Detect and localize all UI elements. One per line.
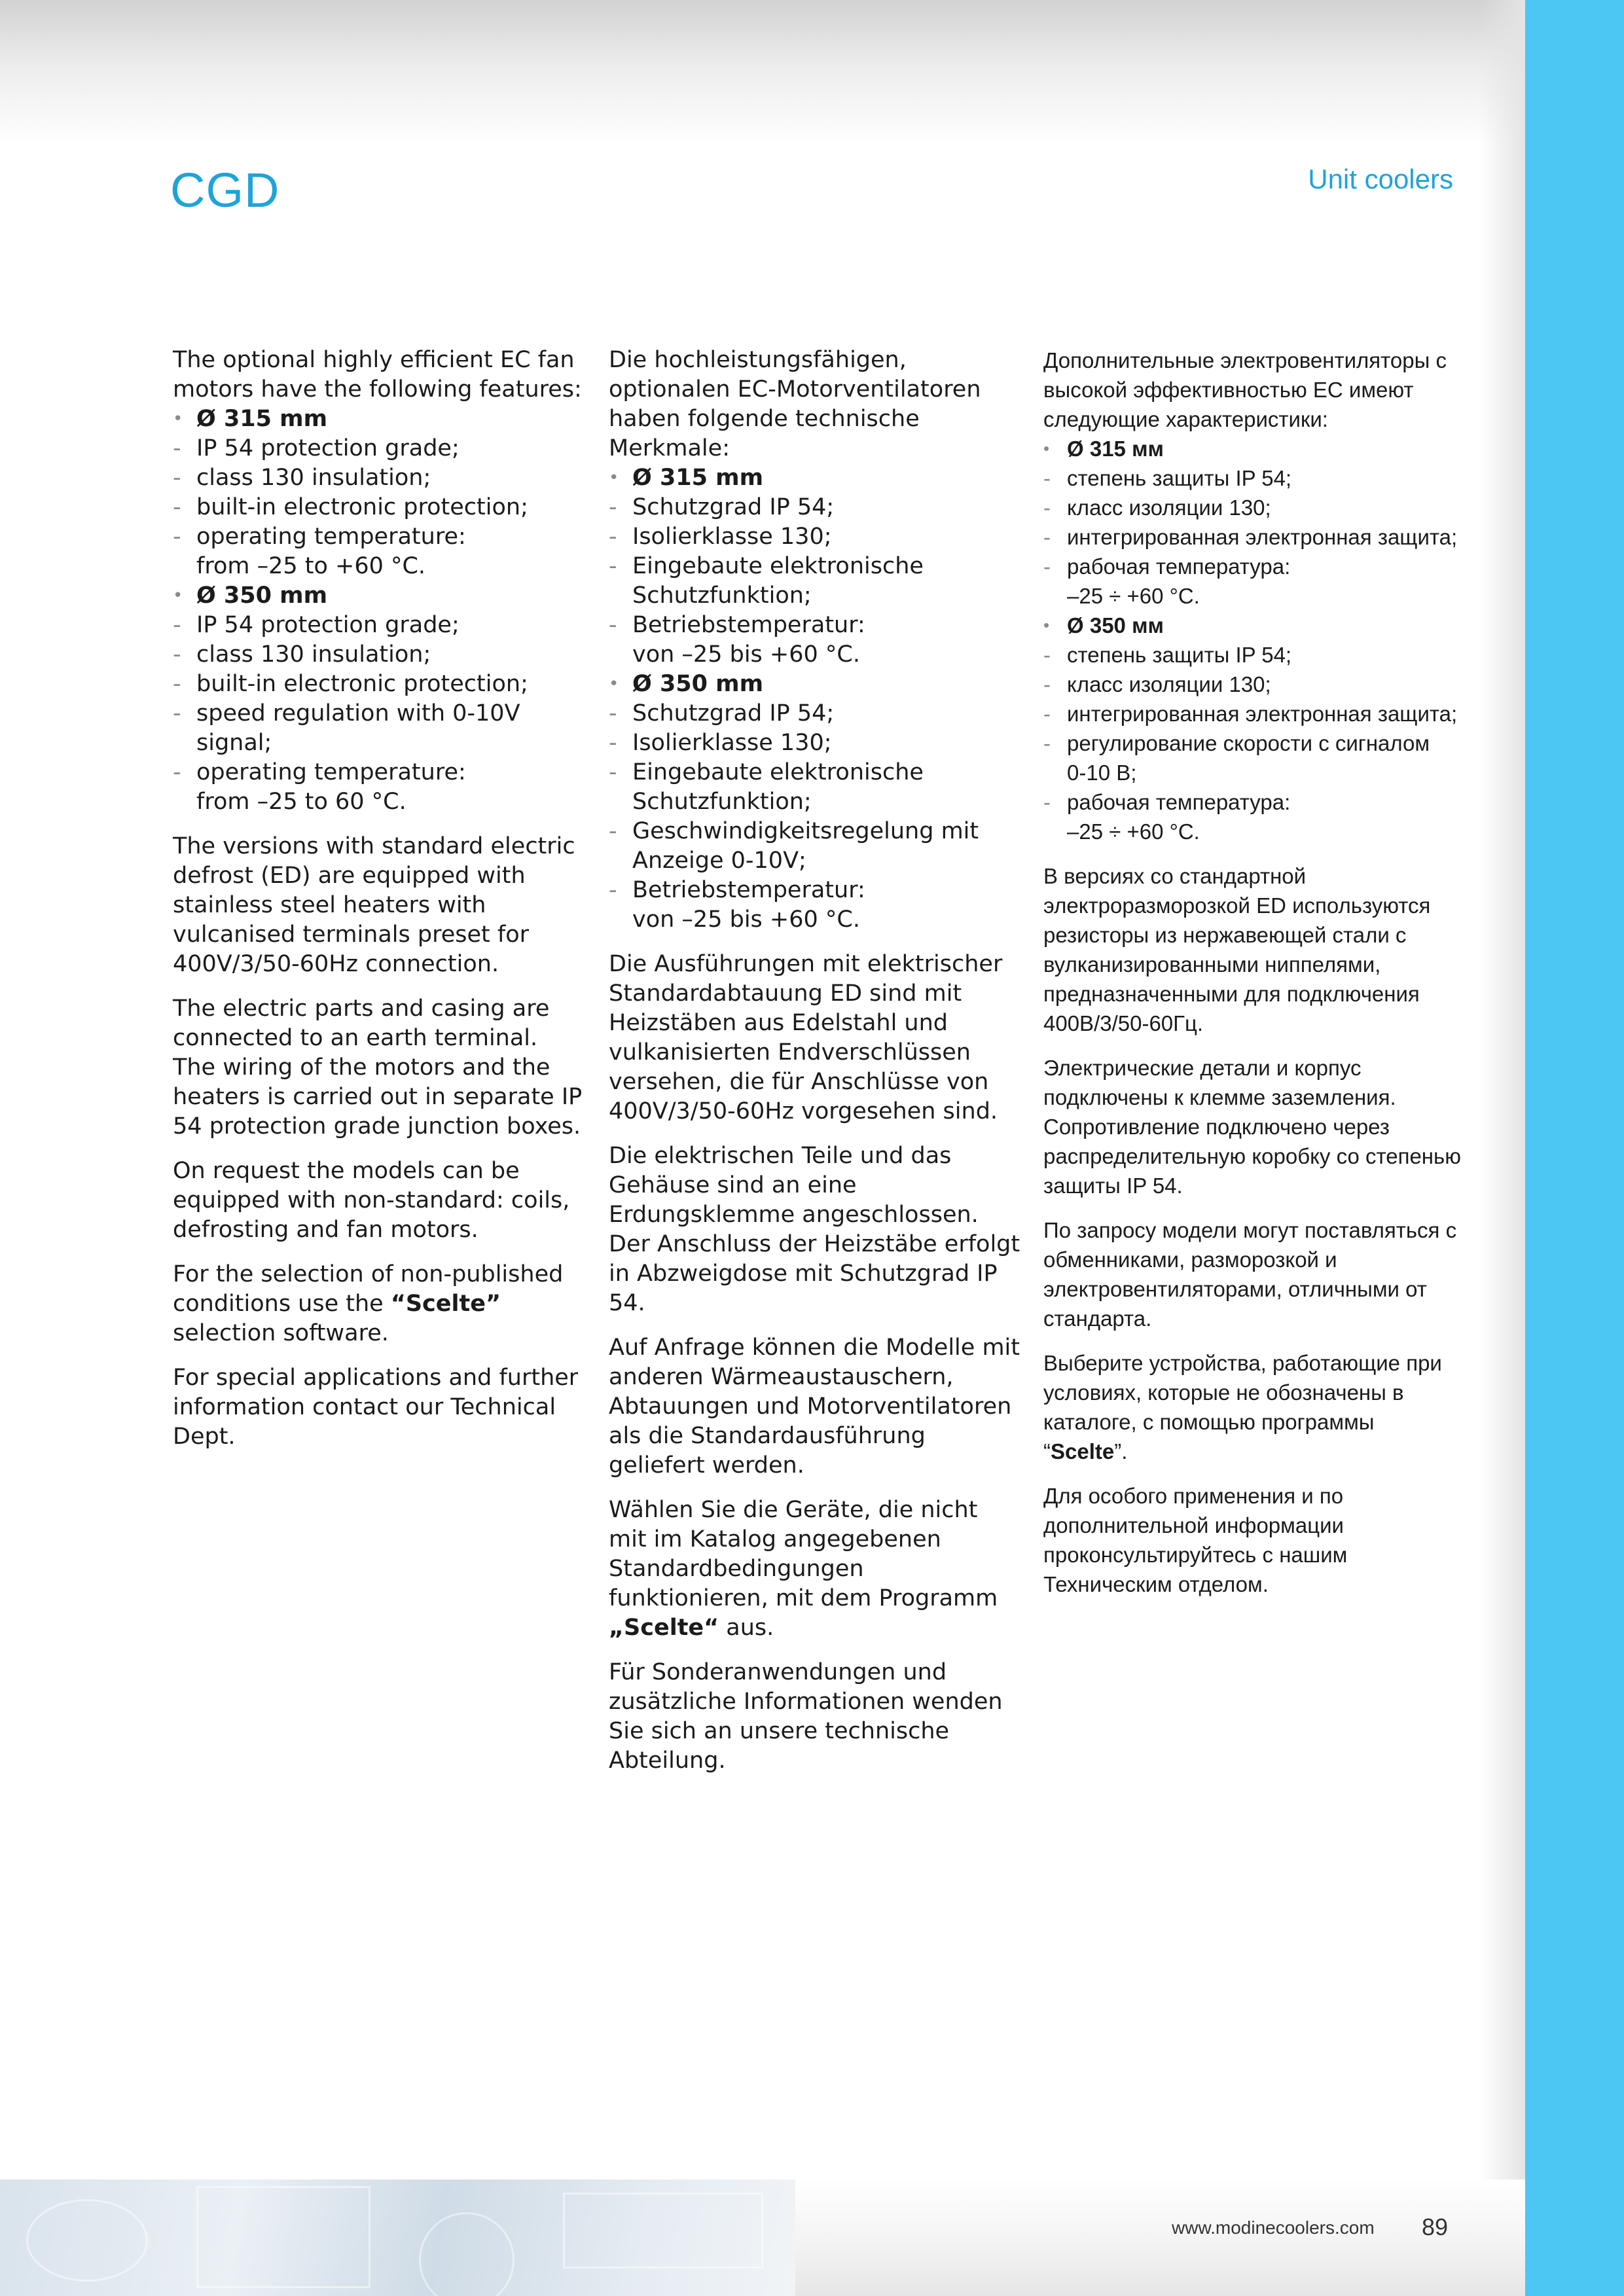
list-item: - Betriebstemperatur: — [609, 877, 865, 903]
page-title: CGD — [170, 163, 280, 217]
list-item: - Schutzgrad IP 54; — [609, 494, 835, 520]
list-item: - Schutzgrad IP 54; — [609, 700, 835, 726]
list-item: - built-in electronic protection; — [173, 494, 528, 520]
intro-text: Дополнительные электровентиляторы с высокой эффективностью ЕС имеют следующие характеристики: — [1043, 348, 1447, 431]
list-item-continuation: from –25 to +60 °C. — [196, 553, 426, 579]
paragraph: The versions with standard electric defrost (ED) are equipped with stainless steel heaters with vulcanised terminals preset for 400V/3/50-60Hz connection. — [173, 833, 575, 977]
paragraph: On request the models can be equipped with non-standard: coils, defrosting and fan motors. — [173, 1158, 570, 1243]
list-item: - operating temperature: — [173, 524, 466, 550]
list-item: - Betriebstemperatur: — [609, 612, 865, 638]
list-item: - Eingebaute elektronische — [609, 553, 924, 579]
list-item: - Isolierklasse 130; — [609, 730, 832, 756]
list-item: - регулирование скорости с сигналом — [1043, 731, 1430, 755]
column-russian — [1043, 346, 1462, 1614]
list-item: - интегрированная электронная защита; — [1043, 525, 1458, 549]
intro-text: Die hochleistungsfähigen, optionalen EC-Motorventilatoren haben folgende technische Merkmale: — [609, 347, 981, 461]
feature-list — [1043, 434, 1462, 846]
list-heading: • Ø 350 мм — [1043, 613, 1164, 637]
list-heading: • Ø 315 mm — [609, 465, 764, 491]
list-item: - built-in electronic protection; — [173, 671, 528, 697]
paragraph: Die Ausführungen mit elektrischer Standardabtauung ED sind mit Heizstäben aus Edelstahl und vulkanisierten Endverschlüssen versehen, die für Anschlüsse von 400V/3/50-60Hz vorgesehen sind. — [609, 951, 1003, 1124]
list-item: - operating temperature: — [173, 759, 466, 785]
paragraph: Für Sonderanwendungen und zusätzliche Informationen wenden Sie sich an unsere technische Abteilung. — [609, 1659, 1003, 1774]
list-item-continuation: Schutzfunktion; — [632, 789, 812, 815]
list-heading: • Ø 315 mm — [173, 406, 328, 432]
list-item-continuation: –25 ÷ +60 °С. — [1067, 819, 1200, 844]
list-item-continuation: Anzeige 0-10V; — [632, 848, 806, 874]
list-item: - класс изоляции 130; — [1043, 495, 1271, 520]
list-item: - Isolierklasse 130; — [609, 524, 832, 550]
list-item: - рабочая температура: — [1043, 554, 1291, 579]
list-item-continuation: –25 ÷ +60 °С. — [1067, 584, 1200, 608]
list-item: - Eingebaute elektronische — [609, 759, 924, 785]
feature-list — [609, 463, 1021, 935]
paragraph: Die elektrischen Teile und das Gehäuse sind an eine Erdungsklemme angeschlossen. Der Anschluss der Heizstäbe erfolgt in Abzweigdose mit Schutzgrad IP 54. — [609, 1143, 1020, 1316]
software-name: “Scelte” — [390, 1291, 501, 1317]
list-item-continuation: von –25 bis +60 °C. — [632, 906, 860, 933]
list-item: - класс изоляции 130; — [1043, 672, 1271, 696]
section-title: Unit coolers — [1308, 164, 1453, 194]
paragraph: For the selection of non-published conditions use the “Scelte” selection software. — [173, 1261, 564, 1346]
list-item: - speed regulation with 0-10V signal; — [173, 700, 520, 756]
column-german — [609, 346, 1021, 1791]
header-background — [0, 0, 1525, 144]
paragraph: Auf Anfrage können die Modelle mit anderen Wärmeaustauschern, Abtauungen und Motorventilatoren als die Standardausführung geliefert werden. — [609, 1335, 1020, 1479]
list-item: - Geschwindigkeitsregelung mit — [609, 818, 979, 844]
software-name: „Scelte“ — [609, 1615, 719, 1641]
list-item: - class 130 insulation; — [173, 465, 431, 491]
intro-text: The optional highly efficient EC fan motors have the following features: — [173, 347, 582, 403]
page-number: 89 — [1422, 2214, 1449, 2240]
list-item-continuation: Schutzfunktion; — [632, 583, 812, 609]
column-english — [173, 346, 585, 1467]
paragraph: Wählen Sie die Geräte, die nicht mit im Katalog angegebenen Standardbedingungen funktionieren, mit dem Programm „Scelte“ aus. — [609, 1497, 998, 1641]
list-item: - рабочая температура: — [1043, 790, 1291, 814]
software-name: Scelte — [1051, 1439, 1115, 1463]
list-item: - class 130 insulation; — [173, 641, 431, 668]
list-heading: • Ø 350 mm — [173, 583, 328, 609]
list-item-continuation: von –25 bis +60 °C. — [632, 641, 860, 668]
list-item-continuation: from –25 to 60 °C. — [196, 789, 406, 815]
paragraph: The electric parts and casing are connected to an earth terminal. The wiring of the motors and the heaters is carried out in separate IP 54 protection grade junction boxes. — [173, 996, 583, 1139]
footer-website: www.modinecoolers.com — [1172, 2217, 1375, 2238]
paragraph: Выберите устройства, работающие при условиях, которые не обозначены в каталоге, с помощью программы “Scelte”. — [1043, 1351, 1442, 1463]
list-heading: • Ø 315 мм — [1043, 437, 1164, 461]
paragraph: Электрические детали и корпус подключены к клемме заземления. Сопротивление подключено через распределительную коробку со степенью защиты IP 54. — [1043, 1056, 1461, 1198]
list-heading: • Ø 350 mm — [609, 671, 764, 697]
side-color-bar — [1525, 0, 1624, 2296]
footer-photo-strip — [0, 2179, 795, 2296]
list-item-continuation: 0-10 В; — [1067, 761, 1137, 785]
paragraph: For special applications and further information contact our Technical Dept. — [173, 1365, 579, 1450]
side-shadow — [1479, 0, 1525, 2296]
footer-background — [792, 2179, 1525, 2296]
list-item: - IP 54 protection grade; — [173, 435, 460, 461]
list-item: - степень защиты IP 54; — [1043, 466, 1292, 490]
list-item: - IP 54 protection grade; — [173, 612, 460, 638]
paragraph: Для особого применения и по дополнительной информации проконсультируйтесь с нашим Техническим отделом. — [1043, 1484, 1348, 1596]
feature-list — [173, 404, 585, 817]
list-item: - степень защиты IP 54; — [1043, 643, 1292, 667]
paragraph: По запросу модели могут поставляться с обменниками, разморозкой и электровентиляторами, отличными от стандарта. — [1043, 1218, 1457, 1331]
list-item: - интегрированная электронная защита; — [1043, 702, 1458, 726]
paragraph: В версиях со стандартной электроразморозкой ED используются резисторы из нержавеющей стали с вулканизированными ниппелями, предназначенными для подключения 400В/3/50-60Гц. — [1043, 864, 1431, 1035]
